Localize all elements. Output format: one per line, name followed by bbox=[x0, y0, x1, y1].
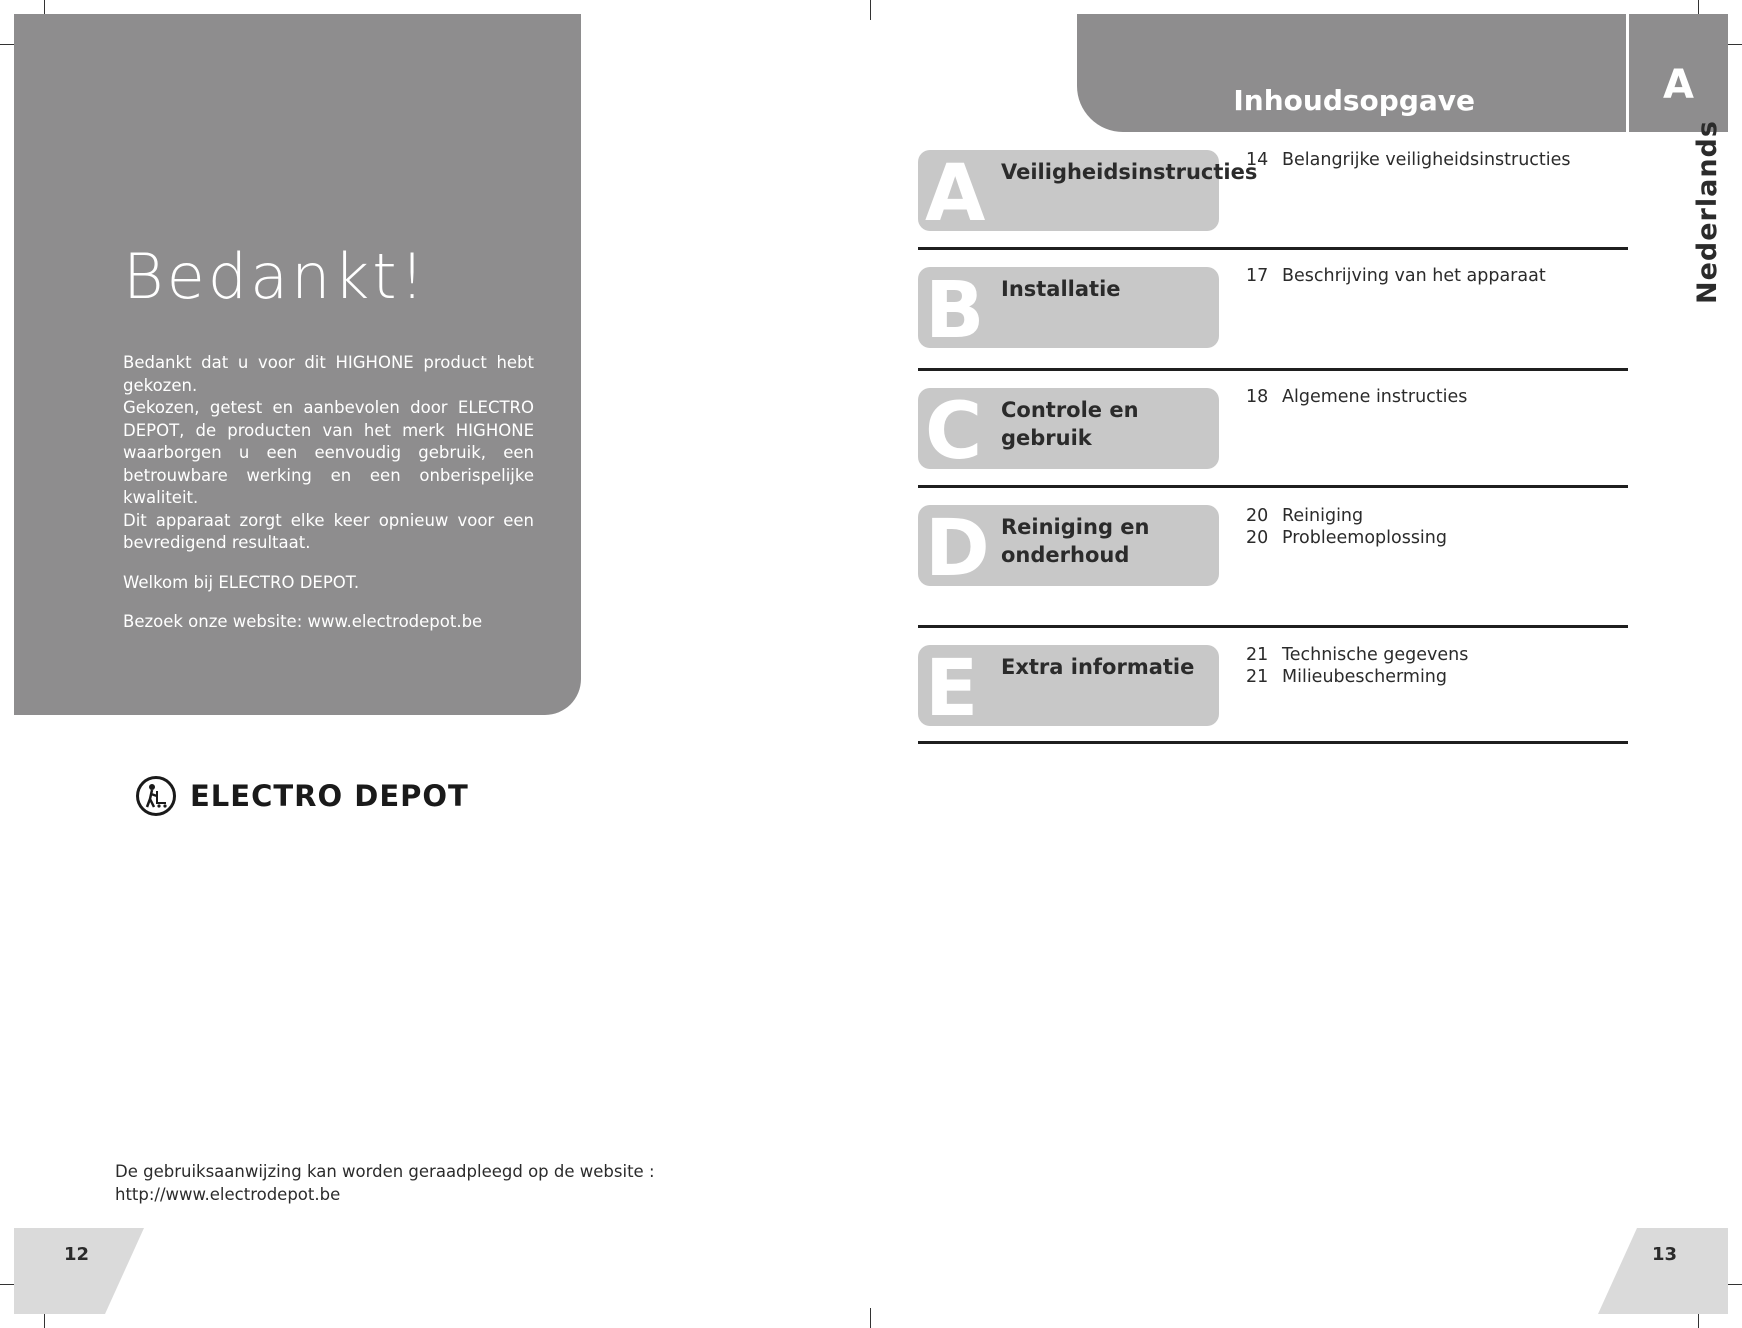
section-divider bbox=[918, 625, 1628, 628]
section-box[interactable] bbox=[918, 387, 1219, 477]
electro-depot-logo bbox=[136, 772, 469, 820]
section-divider bbox=[918, 368, 1628, 371]
body-paragraph: Gekozen, getest en aanbevolen door ELECTRO DEPOT, de producten van het merk HIGHONE waarborgen u een eenvoudig gebruik, een betrouwbare werking en een onberispelijke kwaliteit. bbox=[123, 398, 534, 507]
toc-section-b bbox=[918, 267, 1628, 367]
page-tab-left bbox=[14, 1228, 144, 1314]
section-title: Veiligheidsinstructies bbox=[1001, 160, 1258, 184]
logo-text: ELECTRO DEPOT bbox=[190, 779, 469, 813]
welcome-paragraph: Welkom bij ELECTRO DEPOT. bbox=[123, 572, 360, 592]
toc-section-e bbox=[918, 645, 1628, 745]
entry-text: Technische gegevens bbox=[1282, 645, 1469, 665]
section-letter: D bbox=[925, 504, 990, 594]
language-label: Nederlands bbox=[1692, 120, 1723, 304]
toc-title: Inhoudsopgave bbox=[1233, 84, 1475, 117]
entry-page: 21 bbox=[1246, 667, 1269, 687]
website-paragraph: Bezoek onze website: www.electrodepot.be bbox=[123, 612, 483, 631]
entry-page: 17 bbox=[1246, 266, 1269, 286]
toc-section-c bbox=[918, 388, 1628, 488]
section-box[interactable] bbox=[918, 504, 1219, 594]
section-divider bbox=[918, 741, 1628, 744]
toc-entry[interactable] bbox=[1246, 644, 1468, 666]
section-box[interactable] bbox=[918, 644, 1219, 734]
result-paragraph: Dit apparaat zorgt elke keer opnieuw voor een bevredigend resultaat. bbox=[123, 510, 534, 552]
section-entries bbox=[1246, 386, 1467, 408]
section-entries bbox=[1246, 265, 1546, 287]
section-letter: E bbox=[925, 644, 979, 734]
footnote-url: http://www.electrodepot.be bbox=[115, 1185, 341, 1204]
section-letter: C bbox=[925, 387, 983, 477]
page-number-right: 13 bbox=[1652, 1244, 1678, 1265]
section-title: Controle en gebruik bbox=[1001, 398, 1139, 450]
entry-page: 18 bbox=[1246, 387, 1269, 407]
entry-text: Reiniging bbox=[1282, 506, 1364, 526]
entry-text: Algemene instructies bbox=[1282, 387, 1468, 407]
section-divider bbox=[918, 485, 1628, 488]
entry-text: Beschrijving van het apparaat bbox=[1282, 266, 1546, 286]
crop-mark bbox=[870, 1308, 871, 1328]
section-letter: B bbox=[925, 266, 985, 356]
intro-paragraph: Bedankt dat u voor dit HIGHONE product hebt gekozen. bbox=[123, 353, 534, 395]
section-title: Installatie bbox=[1001, 277, 1121, 301]
toc-entry[interactable] bbox=[1246, 527, 1447, 549]
page-tab-right bbox=[1598, 1228, 1728, 1314]
section-letter: A bbox=[925, 149, 986, 239]
entry-page: 21 bbox=[1246, 645, 1269, 665]
entry-page: 20 bbox=[1246, 528, 1269, 548]
toc-entry[interactable] bbox=[1246, 386, 1467, 408]
toc-entry[interactable] bbox=[1246, 149, 1571, 171]
toc-entry[interactable] bbox=[1246, 505, 1447, 527]
thanks-text bbox=[123, 352, 534, 634]
section-title: Extra informatie bbox=[1001, 655, 1195, 679]
entry-page: 14 bbox=[1246, 150, 1269, 170]
chapter-letter: A bbox=[1663, 62, 1694, 108]
toc-section-a bbox=[918, 150, 1628, 250]
section-entries bbox=[1246, 149, 1571, 171]
section-box[interactable] bbox=[918, 266, 1219, 356]
entry-text: Milieubescherming bbox=[1282, 667, 1448, 687]
page-number-left: 12 bbox=[64, 1244, 90, 1265]
entry-text: Belangrijke veiligheidsinstructies bbox=[1282, 150, 1571, 170]
entry-text: Probleemoplossing bbox=[1282, 528, 1447, 548]
manual-website-note bbox=[115, 1160, 655, 1206]
toc-section-d bbox=[918, 505, 1628, 625]
section-divider bbox=[918, 247, 1628, 250]
toc-entry[interactable] bbox=[1246, 265, 1546, 287]
section-title: Reiniging en onderhoud bbox=[1001, 515, 1150, 567]
entry-page: 20 bbox=[1246, 506, 1269, 526]
page-title: Bedankt! bbox=[123, 240, 428, 313]
section-entries bbox=[1246, 505, 1447, 549]
footnote-line: De gebruiksaanwijzing kan worden geraadpleegd op de website : bbox=[115, 1162, 655, 1181]
toc-entry[interactable] bbox=[1246, 666, 1468, 688]
logo-icon bbox=[136, 776, 176, 816]
toc-header bbox=[1077, 14, 1627, 132]
section-entries bbox=[1246, 644, 1468, 688]
crop-mark bbox=[870, 0, 871, 20]
